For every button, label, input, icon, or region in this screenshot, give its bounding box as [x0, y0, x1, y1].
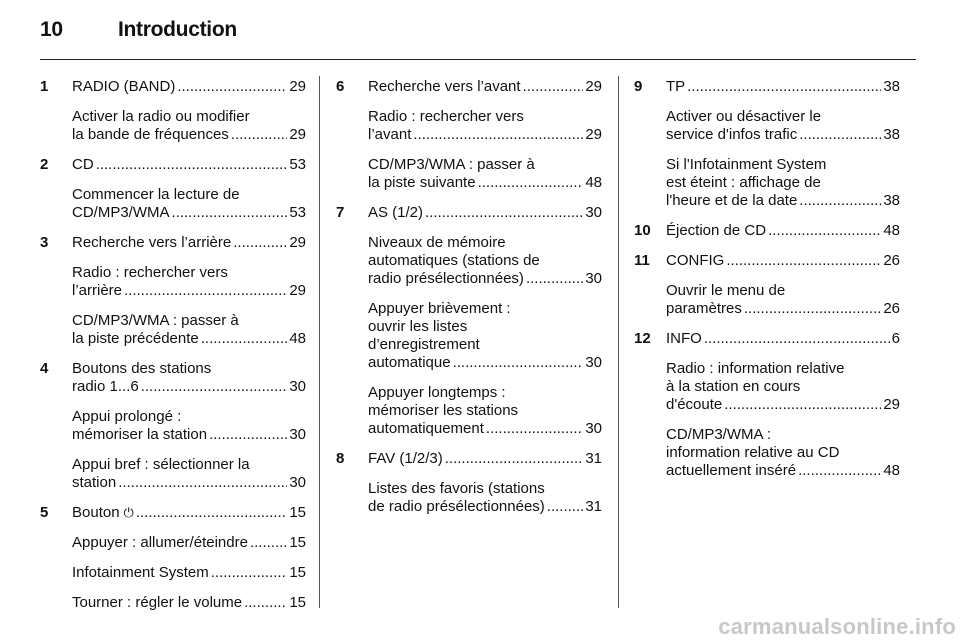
- toc-line[interactable]: [368, 174, 602, 192]
- toc-page-number: 30: [585, 420, 602, 437]
- toc-page-number: 53: [289, 156, 306, 173]
- toc-page-number: 29: [585, 126, 602, 143]
- toc-text: la bande de fréquences: [72, 126, 229, 143]
- toc-page-number: 48: [883, 222, 900, 239]
- toc-text: l’arrière: [72, 282, 123, 299]
- toc-text: actuellement inséré: [666, 462, 797, 479]
- toc-subentry-text: Appui bref : sélectionner la: [72, 456, 250, 473]
- toc-page-number: 29: [289, 126, 306, 143]
- toc-text: automatique: [368, 354, 451, 371]
- leader-dots: [724, 396, 881, 414]
- toc-text: mémoriser la station: [72, 426, 208, 443]
- toc-entry: [634, 330, 900, 348]
- toc-line[interactable]: [368, 354, 602, 372]
- toc-subentry: [336, 300, 602, 372]
- toc-text: service d'infos trafic: [666, 126, 798, 143]
- leader-dots: [445, 450, 584, 468]
- toc-subentry-text: Appuyer brièvement :: [368, 300, 511, 317]
- toc-subentry: [40, 534, 306, 552]
- toc-entry-number: 12: [634, 330, 651, 347]
- toc-subentry-text: ouvrir les listes: [368, 318, 468, 335]
- toc-subentry: [634, 360, 900, 414]
- toc-text: automatiquement: [368, 420, 484, 437]
- leader-dots: [526, 270, 583, 288]
- toc-page-number: 48: [289, 330, 306, 347]
- toc-text: la piste précédente: [72, 330, 199, 347]
- toc-subentry-text: Activer ou désactiver le: [666, 108, 822, 125]
- toc-page-number: 15: [289, 534, 306, 551]
- toc-text: Boutons des stations: [72, 360, 212, 377]
- toc-page-number: 26: [883, 300, 900, 317]
- column-3: [634, 78, 900, 492]
- toc-text: Bouton: [72, 504, 120, 521]
- toc-page-number: 15: [289, 504, 306, 521]
- toc-entry-number: 5: [40, 504, 49, 521]
- leader-dots: [201, 330, 288, 348]
- toc-page-number: 29: [585, 78, 602, 95]
- toc-text: d'écoute: [666, 396, 723, 413]
- toc-subentry-text: à la station en cours: [666, 378, 801, 395]
- header-rule: [40, 59, 916, 60]
- toc-subentry: [40, 312, 306, 348]
- watermark: carmanualsonline.info: [718, 614, 956, 639]
- toc-subentry: [634, 156, 900, 210]
- toc-text: AS (1/2): [368, 204, 424, 221]
- toc-line[interactable]: [368, 420, 602, 438]
- toc-subentry-text: Niveaux de mémoire: [368, 234, 506, 251]
- toc-subentry: [336, 108, 602, 144]
- toc-text: TP: [666, 78, 686, 95]
- toc-subentry-text: CD/MP3/WMA : passer à: [72, 312, 239, 329]
- toc-text: CD/MP3/WMA: [72, 204, 170, 221]
- leader-dots: [799, 126, 881, 144]
- toc-line[interactable]: [666, 462, 900, 480]
- toc-page-number: 48: [585, 174, 602, 191]
- toc-entry: [40, 234, 306, 252]
- toc-subentry-text: est éteint : affichage de: [666, 174, 821, 191]
- toc-line[interactable]: [666, 252, 900, 270]
- toc-line[interactable]: [368, 498, 602, 516]
- toc-page-number: 30: [585, 204, 602, 221]
- leader-dots: [687, 78, 881, 96]
- toc-entry-number: 3: [40, 234, 49, 251]
- leader-dots: [209, 426, 287, 444]
- toc-subentry: [40, 594, 306, 612]
- toc-entry-number: 11: [634, 252, 650, 269]
- toc-subentry-text: d’enregistrement: [368, 336, 480, 353]
- toc-subentry: [634, 282, 900, 318]
- toc-line[interactable]: [368, 450, 602, 468]
- toc-text: paramètres: [666, 300, 742, 317]
- toc-text: la piste suivante: [368, 174, 476, 191]
- toc-text: CD: [72, 156, 94, 173]
- toc-line[interactable]: [72, 504, 306, 522]
- toc-page-number: 15: [289, 564, 306, 581]
- toc-subentry: [336, 480, 602, 516]
- leader-dots: [172, 204, 288, 222]
- toc-line[interactable]: [72, 564, 306, 582]
- leader-dots: [486, 420, 583, 438]
- toc-line[interactable]: [72, 156, 306, 174]
- toc-line[interactable]: [666, 78, 900, 96]
- toc-line[interactable]: [666, 396, 900, 414]
- toc-page-number: 29: [289, 234, 306, 251]
- toc-text: l’avant: [368, 126, 412, 143]
- toc-line[interactable]: [368, 270, 602, 288]
- toc-text: INFO: [666, 330, 702, 347]
- leader-dots: [211, 564, 288, 582]
- toc-page-number: 30: [585, 270, 602, 287]
- leader-dots: [744, 300, 881, 318]
- toc-line[interactable]: [72, 204, 306, 222]
- toc-text: Tourner : régler le volume: [72, 594, 243, 611]
- page-title: Introduction: [118, 18, 237, 41]
- toc-entry: [634, 252, 900, 270]
- toc-text: Recherche vers l’avant: [368, 78, 521, 95]
- column-divider: [319, 76, 320, 608]
- column-divider: [618, 76, 619, 608]
- toc-line[interactable]: [72, 78, 306, 96]
- toc-subentry: [634, 108, 900, 144]
- toc-line[interactable]: [72, 426, 306, 444]
- toc-subentry-text: mémoriser les stations: [368, 402, 519, 419]
- toc-subentry: [336, 384, 602, 438]
- toc-subentry-text: information relative au CD: [666, 444, 840, 461]
- toc-text: Éjection de CD: [666, 222, 767, 239]
- toc-entry: [40, 78, 306, 96]
- toc-text: RADIO (BAND): [72, 78, 176, 95]
- toc-entry-number: 8: [336, 450, 345, 467]
- toc-page-number: 38: [883, 78, 900, 95]
- toc-page-number: 29: [289, 282, 306, 299]
- toc-subentry-text: Appuyer longtemps :: [368, 384, 506, 401]
- toc-page-number: 30: [289, 474, 306, 491]
- toc-subentry: [40, 408, 306, 444]
- toc-page-number: 29: [289, 78, 306, 95]
- leader-dots: [244, 594, 287, 612]
- leader-dots: [413, 126, 583, 144]
- toc-subentry: [40, 564, 306, 582]
- toc-subentry: [40, 456, 306, 492]
- toc-line[interactable]: [666, 126, 900, 144]
- toc-subentry-text: Activer la radio ou modifier: [72, 108, 250, 125]
- toc-subentry-text: Appui prolongé :: [72, 408, 182, 425]
- toc-entry-number: 10: [634, 222, 651, 239]
- toc-subentry-text: CD/MP3/WMA : passer à: [368, 156, 535, 173]
- toc-page-number: 29: [883, 396, 900, 413]
- toc-page-number: 31: [585, 498, 602, 515]
- leader-dots: [478, 174, 584, 192]
- toc-text: radio 1...6: [72, 378, 139, 395]
- toc-text: radio présélectionnées): [368, 270, 524, 287]
- toc-text: l'heure et de la date: [666, 192, 798, 209]
- toc-line[interactable]: [72, 474, 306, 492]
- leader-dots: [177, 78, 287, 96]
- toc-line[interactable]: [368, 126, 602, 144]
- column-1: [40, 78, 306, 624]
- toc-subentry: [336, 234, 602, 288]
- toc-text: CONFIG: [666, 252, 725, 269]
- leader-dots: [96, 156, 288, 174]
- toc-entry-number: 7: [336, 204, 345, 221]
- leader-dots: [141, 378, 288, 396]
- toc-line[interactable]: [72, 282, 306, 300]
- leader-dots: [768, 222, 881, 240]
- toc-line[interactable]: [666, 330, 900, 348]
- toc-line[interactable]: [666, 222, 900, 240]
- toc-subentry: [40, 186, 306, 222]
- leader-dots: [798, 462, 881, 480]
- toc-line[interactable]: [368, 78, 602, 96]
- toc-page-number: 38: [883, 192, 900, 209]
- leader-dots: [124, 282, 287, 300]
- toc-line[interactable]: [72, 534, 306, 552]
- power-icon: ⏻: [123, 505, 134, 520]
- toc-subentry-text: Radio : rechercher vers: [368, 108, 524, 125]
- toc-subentry-text: Commencer la lecture de: [72, 186, 240, 203]
- toc-subentry-text: Radio : rechercher vers: [72, 264, 228, 281]
- column-2: [336, 78, 602, 528]
- toc-page-number: 15: [289, 594, 306, 611]
- toc-subentry: [40, 264, 306, 300]
- toc-subentry-text: Listes des favoris (stations: [368, 480, 545, 497]
- toc-subentry: [40, 108, 306, 144]
- toc-text: FAV (1/2/3): [368, 450, 443, 467]
- toc-subentry-text: Si l'Infotainment System: [666, 156, 827, 173]
- toc-entry: [40, 156, 306, 174]
- toc-entry-number: 4: [40, 360, 49, 377]
- toc-line[interactable]: [72, 378, 306, 396]
- leader-dots: [118, 474, 287, 492]
- toc-page-number: 26: [883, 252, 900, 269]
- toc-text: Appuyer : allumer/éteindre: [72, 534, 248, 551]
- toc-entry: [634, 222, 900, 240]
- leader-dots: [726, 252, 881, 270]
- leader-dots: [523, 78, 584, 96]
- toc-entry: [634, 78, 900, 96]
- toc-entry: [336, 78, 602, 96]
- toc-text: Infotainment System: [72, 564, 209, 581]
- toc-page-number: 31: [585, 450, 602, 467]
- toc-page-number: 48: [883, 462, 900, 479]
- toc-entry-number: 2: [40, 156, 49, 173]
- toc-line[interactable]: [72, 126, 306, 144]
- toc-line[interactable]: [72, 594, 306, 612]
- toc-entry-number: 9: [634, 78, 643, 95]
- toc-line[interactable]: [666, 300, 900, 318]
- leader-dots: [704, 330, 890, 348]
- toc-line[interactable]: [368, 204, 602, 222]
- toc-subentry: [336, 156, 602, 192]
- toc-entry-number: 1: [40, 78, 49, 95]
- toc-text: station: [72, 474, 117, 491]
- toc-entry: [40, 504, 306, 522]
- toc-page-number: 6: [891, 330, 900, 347]
- toc-entry: [336, 204, 602, 222]
- toc-page-number: 38: [883, 126, 900, 143]
- leader-dots: [547, 498, 584, 516]
- toc-entry-number: 6: [336, 78, 345, 95]
- leader-dots: [250, 534, 287, 552]
- leader-dots: [231, 126, 288, 144]
- toc-text: Recherche vers l’arrière: [72, 234, 232, 251]
- toc-subentry-text: Radio : information relative: [666, 360, 845, 377]
- toc-subentry-text: automatiques (stations de: [368, 252, 540, 269]
- leader-dots: [425, 204, 583, 222]
- page-number: 10: [40, 18, 63, 41]
- toc-text: de radio présélectionnées): [368, 498, 545, 515]
- toc-line[interactable]: [666, 192, 900, 210]
- toc-subentry-text: Ouvrir le menu de: [666, 282, 786, 299]
- toc-subentry-text: CD/MP3/WMA :: [666, 426, 772, 443]
- toc-page-number: 30: [289, 426, 306, 443]
- toc-line[interactable]: [72, 234, 306, 252]
- toc-page-number: 53: [289, 204, 306, 221]
- toc-entry: [40, 360, 306, 396]
- leader-dots: [136, 504, 287, 522]
- leader-dots: [233, 234, 287, 252]
- toc-line[interactable]: [72, 330, 306, 348]
- leader-dots: [799, 192, 881, 210]
- leader-dots: [453, 354, 584, 372]
- toc-page-number: 30: [585, 354, 602, 371]
- toc-entry: [336, 450, 602, 468]
- toc-subentry: [634, 426, 900, 480]
- toc-page-number: 30: [289, 378, 306, 395]
